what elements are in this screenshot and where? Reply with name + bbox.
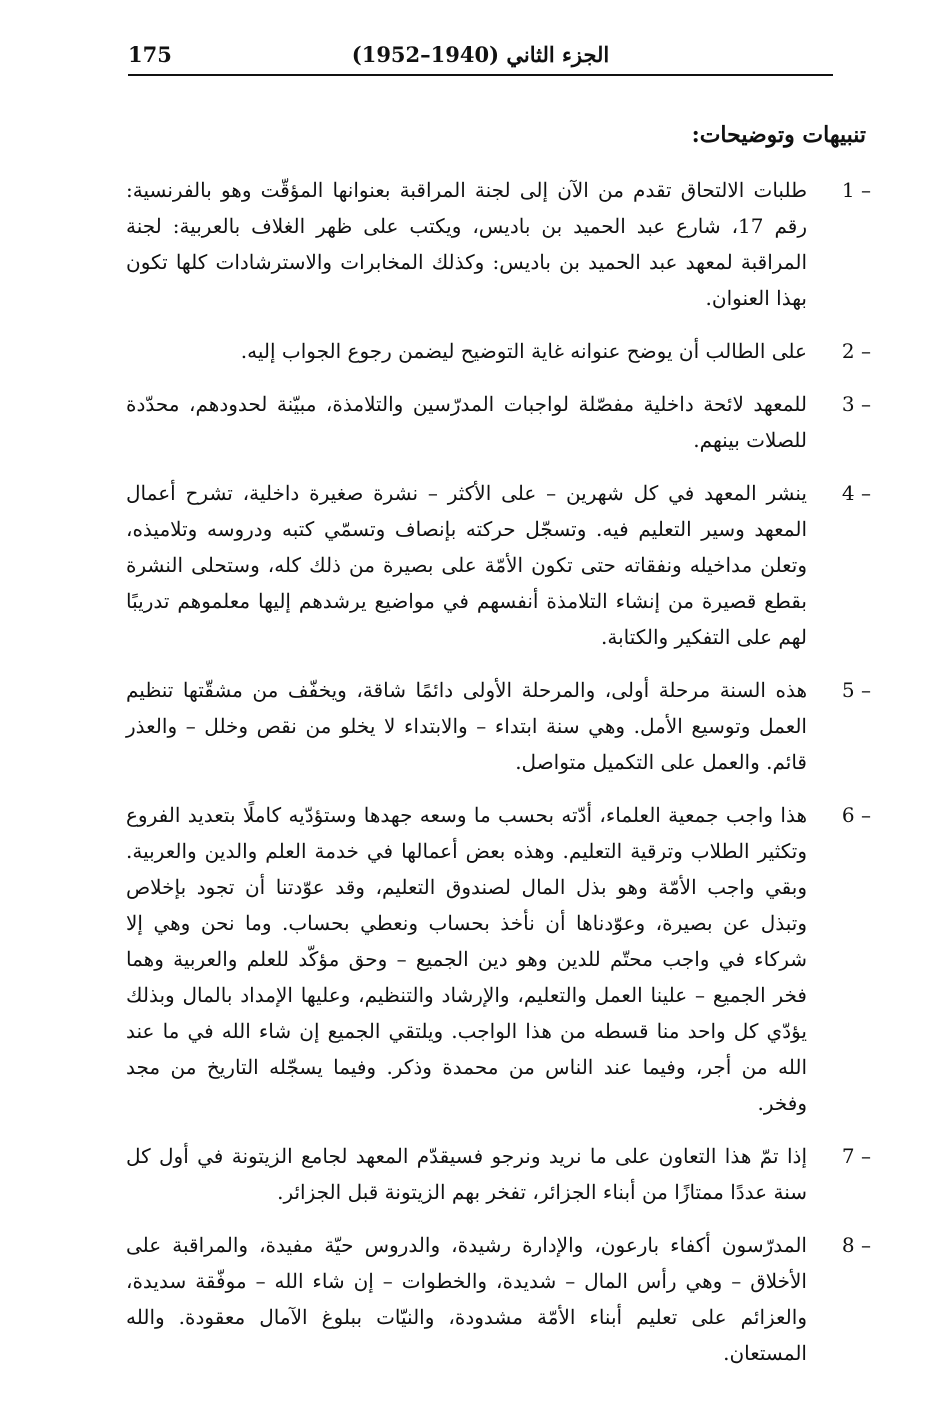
note-item <box>126 386 871 458</box>
note-text: هذا واجب جمعية العلماء، أدّته بحسب ما وسعه جهدها وستؤدّيه كاملًا بتعديد الفروع وتكثير الطلاب وترقية التعليم. وهذه بعض أعمالها في خدمة العلم والدين والعربية. وبقي واجب الأمّة وهو بذل المال لصندوق التعليم، وقد عوّدتنا أن تجود بإخلاص وتبذل عن بصيرة، وعوّدناها أن نأخذ بحساب ونعطي بحساب. وما نحن وهي إلا شركاء في واجب محتّم للدين وهو دين الجميع – وحق مؤكّد للعلم والعربية وهما فخر الجميع – علينا العمل والتعليم، والإرشاد والتنظيم، وعليها الإمداد بالمال وبذلك يؤدّي كل واحد منا قسطه من هذا الواجب. ويلتقي الجميع إن شاء الله في ما عند الله من أجر، وفيما عند الناس من محمدة وذكر. وفيما يسجّله التاريخ من مجد وفخر. <box>126 803 808 1115</box>
note-text: المدرّسون أكفاء بارعون، والإدارة رشيدة، والدروس حيّة مفيدة، والمراقبة على الأخلاق – وهي رأس المال – شديدة، والخطوات – إن شاء الله – موفّقة سديدة، والعزائم على تعليم أبناء الأمّة مشدودة، والنيّات ببلوغ الآمال معقودة. والله المستعان. <box>126 1233 807 1365</box>
note-item <box>126 1138 871 1210</box>
note-text: ينشر المعهد في كل شهرين – على الأكثر – نشرة صغيرة داخلية، تشرح أعمال المعهد وسير التعليم فيه. وتسجّل حركته بإنصاف وتسمّي كتبه ودروسه وتلاميذه، وتعلن مداخيله ونفقاته حتى تكون الأمّة على بصيرة من ذلك كله، وستحلى النشرة بقطع قصيرة من إنشاء التلامذة أنفسهم في مواضيع يرشدهم إليها معلموهم تدريبًا لهم على التفكير والكتابة. <box>126 481 807 649</box>
note-number: 7 – <box>841 1144 871 1168</box>
header-rule <box>128 74 833 76</box>
notes-list <box>126 172 871 1388</box>
section-title: تنبيهات وتوضيحات: <box>691 122 866 148</box>
note-number: 2 – <box>841 339 871 363</box>
note-number: 3 – <box>841 392 871 416</box>
note-text: هذه السنة مرحلة أولى، والمرحلة الأولى دائمًا شاقة، ويخفّف من مشقّتها تنظيم العمل وتوسيع الأمل. وهي سنة ابتداء – والابتداء لا يخلو من نقص وخلل – والعذر قائم. والعمل على التكميل متواصل. <box>126 678 807 774</box>
note-item <box>126 172 871 316</box>
page-header <box>128 32 833 76</box>
note-text: للمعهد لائحة داخلية مفصّلة لواجبات المدرّسين والتلامذة، مبيّنة لحدودهم، محدّدة للصلات بينهم. <box>126 392 807 452</box>
note-number: 8 – <box>841 1233 871 1257</box>
note-item <box>126 475 871 655</box>
note-item <box>126 797 871 1121</box>
note-number: 6 – <box>841 803 871 827</box>
note-number: 1 – <box>841 178 871 202</box>
note-number: 4 – <box>841 481 871 505</box>
note-number: 5 – <box>841 678 871 702</box>
page-number: 175 <box>128 42 172 67</box>
note-item <box>126 1227 871 1371</box>
note-text: إذا تمّ هذا التعاون على ما نريد ونرجو فسيقدّم المعهد لجامع الزيتونة في أول كل سنة عددًا ممتازًا من أبناء الجزائر، تفخر بهم الزيتونة قبل الجزائر. <box>126 1144 807 1204</box>
note-text: على الطالب أن يوضح عنوانه غاية التوضيح ليضمن رجوع الجواب إليه. <box>240 339 807 363</box>
note-item <box>126 672 871 780</box>
note-item <box>126 333 871 369</box>
running-title: الجزء الثاني (1940–1952) <box>351 42 610 67</box>
note-text: طلبات الالتحاق تقدم من الآن إلى لجنة المراقبة بعنوانها المؤقّت وهو بالفرنسية: رقم 17، شارع عبد الحميد بن باديس، ويكتب على ظهر الغلاف بالعربية: لجنة المراقبة لمعهد عبد الحميد بن باديس: وكذلك المخابرات والاسترشادات كلها تكون بهذا العنوان. <box>126 178 807 310</box>
